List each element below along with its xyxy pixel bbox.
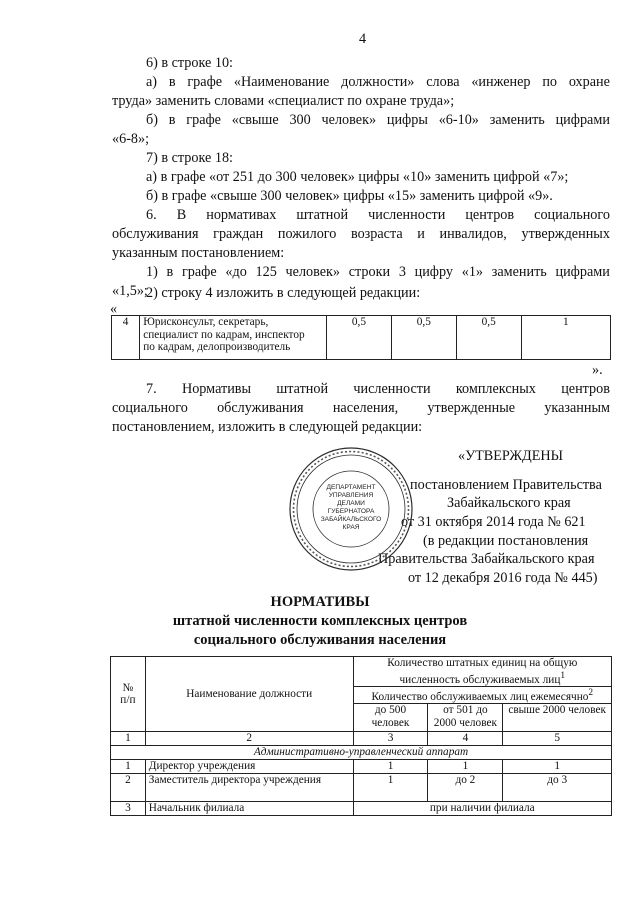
approval-line: Забайкальского края xyxy=(447,495,571,511)
header-group-1 xyxy=(353,657,611,687)
word: граждан xyxy=(213,226,264,242)
paragraph-line: постановлением, изложить в следующей редакции: xyxy=(112,419,423,435)
row-name: Начальник филиала xyxy=(145,802,353,816)
row-value: до 3 xyxy=(503,774,612,802)
paragraph-line: «1,5»; xyxy=(112,283,148,299)
paragraph-item-7: 7) в строке 18: xyxy=(146,150,233,166)
approval-line: от 31 октября 2014 года № 621 xyxy=(401,514,586,530)
word: строки xyxy=(348,264,391,280)
word: в xyxy=(168,112,176,128)
paragraph-line: 2) строку 4 изложить в следующей редакции: xyxy=(146,285,421,301)
header-col-2: от 501 до 2000 человек xyxy=(428,704,503,732)
header-group-1-text: Количество штатных единиц на общую численность обслуживаемых лиц xyxy=(387,657,578,686)
word: графе xyxy=(181,264,217,280)
word: утвержденных xyxy=(521,226,610,242)
word: возраста xyxy=(350,226,403,242)
quote-close: ». xyxy=(592,362,603,378)
word: обслуживания xyxy=(217,400,304,416)
word: графе xyxy=(187,74,223,90)
row4-value: 0,5 xyxy=(327,316,392,360)
word: и xyxy=(417,226,425,242)
seal-line: УПРАВЛЕНИЯ xyxy=(328,492,374,499)
row4-value: 1 xyxy=(521,316,610,360)
header-group-2 xyxy=(353,686,611,703)
row4-name-line: Юрисконсульт, секретарь, xyxy=(143,316,269,328)
normatives-subtitle: социального обслуживания населения xyxy=(193,632,447,648)
col-number: 3 xyxy=(353,732,428,746)
col-number: 4 xyxy=(428,732,503,746)
justified-line xyxy=(112,111,610,129)
row-name: Заместитель директора учреждения xyxy=(145,774,353,802)
normatives-subtitle: штатной численности комплексных центров xyxy=(172,613,468,629)
paragraph-line: труда» заменить словами «специалист по охране труда»; xyxy=(112,93,455,109)
word: цифрами xyxy=(555,264,610,280)
word: графе xyxy=(186,112,221,128)
paragraph-item-6: 6) в строке 10: xyxy=(146,55,233,71)
row4-name-line: специалист по кадрам, инспектор xyxy=(143,328,305,341)
col-number: 1 xyxy=(111,732,146,746)
official-seal xyxy=(287,445,415,573)
justified-line xyxy=(112,399,610,417)
row-value: 1 xyxy=(353,774,428,802)
quote-open: « xyxy=(110,301,118,317)
word: цифрами xyxy=(555,112,610,128)
paragraph-line: а) в графе «от 251 до 300 человек» цифры «10» заменить цифрой «7»; xyxy=(146,169,569,185)
word: 6. xyxy=(146,207,157,223)
row-value: 1 xyxy=(503,760,612,774)
word: «инженер xyxy=(471,74,531,90)
word: инвалидов, xyxy=(439,226,507,242)
word: 1) xyxy=(146,264,158,280)
paragraph-line: б) в графе «свыше 300 человек» цифры «15» заменить цифрой «9». xyxy=(146,188,553,204)
word: б) xyxy=(146,112,158,128)
seal-line: ГУБЕРНАТОРА xyxy=(327,508,375,515)
word: а) xyxy=(146,74,158,90)
word: В xyxy=(176,207,187,223)
row-num: 3 xyxy=(111,802,146,816)
word: 3 xyxy=(398,264,406,280)
seal-line: КРАЯ xyxy=(342,524,360,531)
table-row xyxy=(111,760,612,774)
word: штатной xyxy=(276,381,329,397)
row4-table xyxy=(111,315,611,360)
word: 7. xyxy=(146,381,157,397)
word: социального xyxy=(534,207,610,223)
word: цифру xyxy=(414,264,454,280)
row4-name-line: по кадрам, делопроизводитель xyxy=(143,341,291,353)
word: 300 xyxy=(289,112,311,128)
approval-line: (в редакции постановления xyxy=(423,533,589,549)
word: утвержденные xyxy=(427,400,516,416)
word: человек» xyxy=(321,112,377,128)
word: по xyxy=(542,74,557,90)
paragraph-line: указанным постановлением: xyxy=(112,245,285,261)
word: Нормативы xyxy=(181,381,252,397)
word: в xyxy=(166,264,174,280)
word: «Наименование xyxy=(233,74,330,90)
justified-line xyxy=(112,73,610,91)
row-value: 1 xyxy=(428,760,503,774)
word: «до xyxy=(225,264,247,280)
word: обслуживания xyxy=(112,226,199,242)
word: пожилого xyxy=(277,226,337,242)
word: охране xyxy=(568,74,610,90)
header-group-2-text: Количество обслуживаемых лиц ежемесячно xyxy=(371,690,589,703)
row-merged-value: при наличии филиала xyxy=(353,802,611,816)
row-num: 1 xyxy=(111,760,146,774)
word: указанным xyxy=(544,400,610,416)
approval-line: постановлением Правительства xyxy=(410,477,602,493)
word: цифры xyxy=(386,112,428,128)
section-row: Административно-управленческий аппарат xyxy=(111,746,612,760)
word: «1» xyxy=(461,264,484,280)
header-col-1: до 500 человек xyxy=(353,704,428,732)
row-value: до 2 xyxy=(428,774,503,802)
justified-line xyxy=(112,225,610,243)
approval-line: от 12 декабря 2016 года № 445) xyxy=(408,570,598,586)
word: населения, xyxy=(332,400,399,416)
word: социального xyxy=(112,400,188,416)
word: «6-10» xyxy=(438,112,479,128)
row-num: 2 xyxy=(111,774,146,802)
justified-line xyxy=(112,380,610,398)
normatives-title: НОРМАТИВЫ xyxy=(270,594,370,610)
table-row xyxy=(111,774,612,802)
row4-name xyxy=(140,316,327,360)
justified-line xyxy=(112,206,610,224)
row4-value: 0,5 xyxy=(456,316,521,360)
seal-line: ДЕЛАМИ xyxy=(337,500,365,507)
norms-table xyxy=(110,656,612,816)
justified-line xyxy=(112,263,610,281)
paragraph-line: «6-8»; xyxy=(112,131,150,147)
word: нормативах xyxy=(206,207,277,223)
word: слова xyxy=(426,74,460,90)
word: численности xyxy=(353,381,431,397)
footnote-mark: 1 xyxy=(560,670,566,681)
word: центров xyxy=(465,207,515,223)
header-col-3: свыше 2000 человек xyxy=(503,704,612,732)
header-num: № п/п xyxy=(111,657,146,732)
footnote-mark: 2 xyxy=(588,687,594,698)
word: заменить xyxy=(489,112,545,128)
row4-num: 4 xyxy=(112,316,140,360)
row-value: 1 xyxy=(353,760,428,774)
word: комплексных xyxy=(455,381,536,397)
word: численности xyxy=(368,207,446,223)
seal-line: ДЕПАРТАМЕНТ xyxy=(326,484,376,491)
word: штатной xyxy=(296,207,349,223)
row4-value: 0,5 xyxy=(391,316,456,360)
word: центров xyxy=(561,381,610,397)
seal-line: ЗАБАЙКАЛЬСКОГО xyxy=(320,516,382,523)
approval-title: «УТВЕРЖДЕНЫ xyxy=(458,448,563,464)
word: в xyxy=(168,74,176,90)
word: человек» xyxy=(285,264,341,280)
col-number: 2 xyxy=(145,732,353,746)
word: 125 xyxy=(255,264,277,280)
word: заменить xyxy=(491,264,547,280)
col-number: 5 xyxy=(503,732,612,746)
row-name: Директор учреждения xyxy=(145,760,353,774)
approval-line: Правительства Забайкальского края xyxy=(378,551,595,567)
word: «свыше xyxy=(231,112,279,128)
header-name: Наименование должности xyxy=(145,657,353,732)
page-number: 4 xyxy=(359,31,367,47)
word: должности» xyxy=(341,74,415,90)
table-row xyxy=(111,802,612,816)
